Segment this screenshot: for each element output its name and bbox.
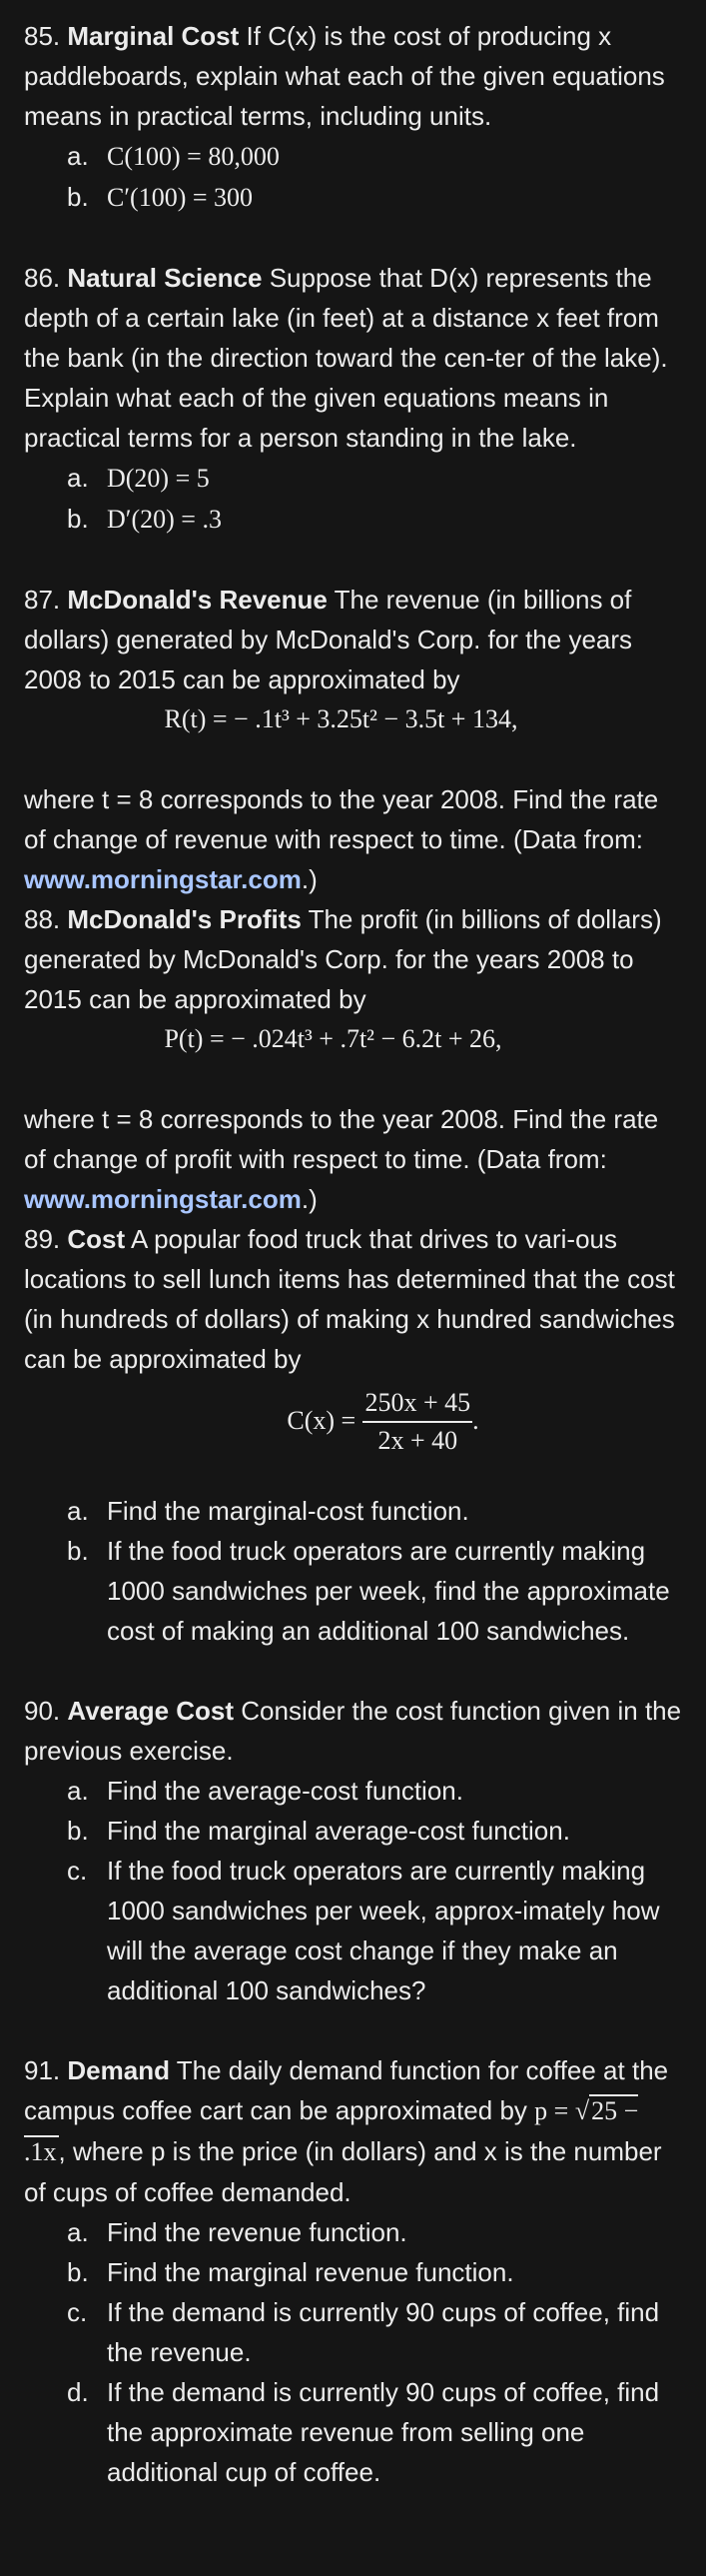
item-text: Find the marginal average-cost function. — [107, 1816, 570, 1846]
profit-equation: P(t) = − .024t³ + .7t² − 6.2t + 26, — [164, 1024, 502, 1053]
item-label: a. — [67, 1496, 89, 1526]
problem-86-statement — [24, 258, 682, 458]
list-item — [24, 136, 682, 177]
problem-85-statement — [24, 16, 682, 136]
list-item — [24, 2212, 682, 2252]
equation: D(20) = 5 — [107, 464, 210, 493]
source-link[interactable]: www.morningstar.com — [24, 864, 302, 894]
item-label: c. — [67, 2297, 88, 2327]
list-item — [24, 2252, 682, 2292]
problem-85-parts — [24, 136, 682, 218]
item-label: b. — [67, 182, 89, 212]
problem-text: If C(x) is the cost of producing x paddleboards, explain what each of the given equations means in practical terms, including units. — [24, 21, 665, 131]
item-label: c. — [67, 1856, 88, 1886]
equation-end: . — [472, 1405, 479, 1435]
list-item — [24, 1851, 682, 2010]
problem-title: Natural Science — [67, 263, 263, 293]
item-label: b. — [67, 2257, 89, 2287]
problem-text: Consider the cost function given in the previous exercise. — [24, 1696, 682, 1766]
problem-number: 86. — [24, 263, 61, 293]
problem-87-followup — [24, 779, 682, 899]
problem-number: 90. — [24, 1696, 61, 1726]
list-item — [24, 1771, 682, 1811]
problem-title: McDonald's Revenue — [67, 585, 328, 615]
item-text: Find the marginal revenue function. — [107, 2257, 514, 2287]
item-label: a. — [67, 1776, 89, 1806]
item-label: a. — [67, 463, 89, 493]
equation-lhs: C(x) = — [287, 1405, 356, 1435]
item-label: b. — [67, 504, 89, 534]
list-item — [24, 1531, 682, 1651]
cost-equation — [24, 1385, 682, 1459]
revenue-equation: R(t) = − .1t³ + 3.25t² − 3.5t + 134, — [164, 704, 518, 733]
followup-text: where t = 8 corresponds to the year 2008. Find the rate of change of profit with respect to time. (Data from: — [24, 1104, 659, 1174]
source-link[interactable]: www.morningstar.com — [24, 1184, 302, 1214]
fraction — [362, 1385, 472, 1459]
list-item — [24, 499, 682, 540]
problem-title: Marginal Cost — [67, 21, 240, 51]
equation: C(100) = 80,000 — [107, 142, 280, 171]
equation-lhs: p = √ — [534, 2096, 590, 2125]
problem-text: The daily demand function for coffee at the campus coffee cart can be approximated by — [24, 2055, 669, 2125]
item-text: If the demand is currently 90 cups of coffee, find the revenue. — [107, 2297, 660, 2367]
problem-number: 88. — [24, 904, 61, 934]
problem-title: Demand — [67, 2055, 170, 2085]
problem-title: McDonald's Profits — [67, 904, 302, 934]
problem-90 — [24, 1691, 682, 2010]
problem-text: The revenue (in billions of dollars) generated by McDonald's Corp. for the years 2008 to 2015 can be approximated by — [24, 585, 633, 694]
item-label: b. — [67, 1536, 89, 1566]
item-text: Find the marginal-cost function. — [107, 1496, 469, 1526]
problem-89-parts — [24, 1491, 682, 1651]
radicand: 25 − .1x — [24, 2096, 639, 2166]
problem-87 — [24, 580, 682, 899]
problem-text: Suppose that D(x) represents the depth of a certain lake (in feet) at a distance x feet from the bank (in the direction toward the cen-ter of the lake). Explain what each of the given equations means in practical terms for a person standing in the lake. — [24, 263, 668, 453]
item-label: a. — [67, 2217, 89, 2247]
item-text: If the food truck operators are currently making 1000 sandwiches per week, find the approximate cost of making an additional 100 sandwiches. — [107, 1536, 670, 1646]
problem-90-statement — [24, 1691, 682, 1771]
problem-text: The profit (in billions of dollars) generated by McDonald's Corp. for the years 2008 to 2015 can be approximated by — [24, 904, 662, 1014]
problem-88 — [24, 899, 682, 1219]
list-item — [24, 177, 682, 218]
problem-text-continued: , where p is the price (in dollars) and x is the number of cups of coffee demanded. — [24, 2136, 662, 2207]
item-text: If the demand is currently 90 cups of coffee, find the approximate revenue from selling one additional cup of coffee. — [107, 2377, 660, 2487]
item-text: Find the average-cost function. — [107, 1776, 463, 1806]
problem-88-statement — [24, 899, 682, 1019]
numerator: 250x + 45 — [362, 1385, 472, 1423]
list-item — [24, 2372, 682, 2492]
denominator: 2x + 40 — [377, 1426, 458, 1455]
equation: D′(20) = .3 — [107, 505, 222, 534]
problem-89 — [24, 1219, 682, 1651]
followup-end: .) — [301, 864, 318, 894]
followup-end: .) — [301, 1184, 318, 1214]
problem-90-parts — [24, 1771, 682, 2010]
problem-91-statement — [24, 2050, 682, 2212]
list-item — [24, 458, 682, 499]
problem-title: Average Cost — [67, 1696, 235, 1726]
list-item — [24, 2292, 682, 2372]
problem-91 — [24, 2050, 682, 2492]
item-label: b. — [67, 1816, 89, 1846]
problem-text: A popular food truck that drives to vari-ous locations to sell lunch items has determined that the cost (in hundreds of dollars) of making x hundred sandwiches can be approximated by — [24, 1224, 675, 1374]
problem-87-statement — [24, 580, 682, 699]
item-text: If the food truck operators are currently making 1000 sandwiches per week, approx-imately how will the average cost change if they make an additional 100 sandwiches? — [107, 1856, 660, 2005]
problem-number: 85. — [24, 21, 61, 51]
followup-text: where t = 8 corresponds to the year 2008. Find the rate of change of revenue with respect to time. (Data from: — [24, 784, 659, 854]
item-text: Find the revenue function. — [107, 2217, 407, 2247]
item-label: d. — [67, 2377, 89, 2407]
problem-number: 87. — [24, 585, 61, 615]
problem-89-statement — [24, 1219, 682, 1379]
problem-86-parts — [24, 458, 682, 540]
list-item — [24, 1811, 682, 1851]
item-label: a. — [67, 141, 89, 171]
problem-title: Cost — [67, 1224, 126, 1254]
problem-86 — [24, 258, 682, 540]
problem-88-followup — [24, 1099, 682, 1219]
problem-number: 89. — [24, 1224, 61, 1254]
problem-85 — [24, 16, 682, 218]
problem-91-parts — [24, 2212, 682, 2492]
equation: C′(100) = 300 — [107, 183, 254, 212]
list-item — [24, 1491, 682, 1531]
problem-number: 91. — [24, 2055, 61, 2085]
